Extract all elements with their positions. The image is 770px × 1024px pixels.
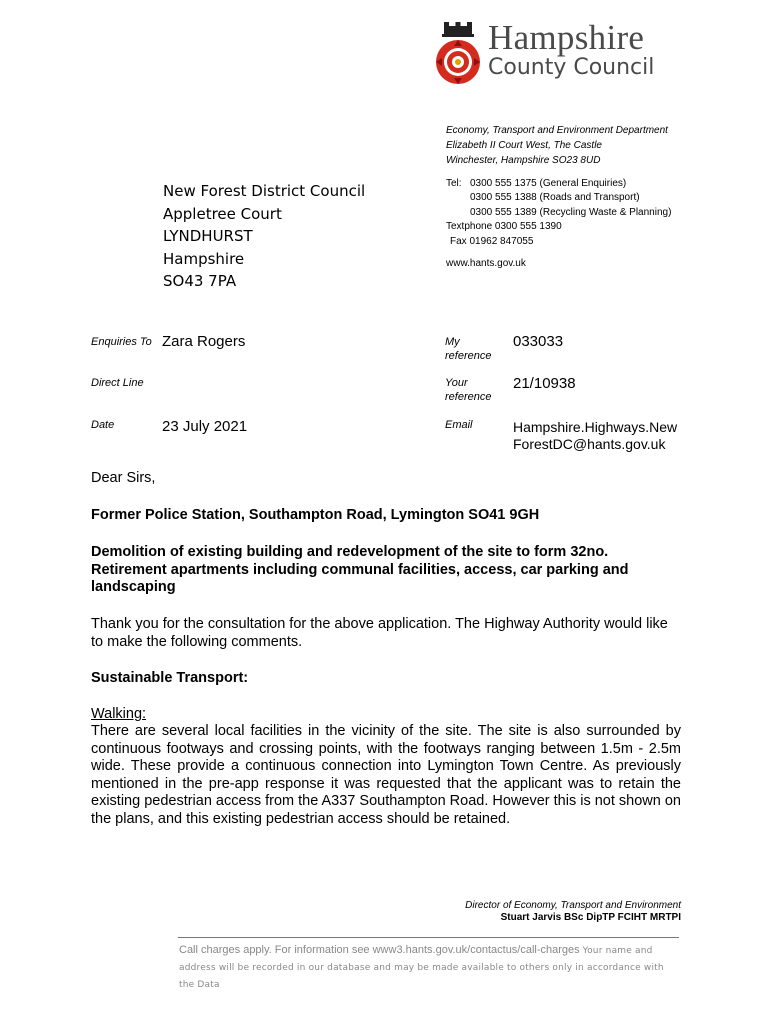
department-name: Economy, Transport and Environment Department: [446, 125, 668, 136]
logo-text-hampshire: Hampshire: [488, 18, 645, 57]
my-reference-value: 033033: [513, 333, 564, 350]
hampshire-rose-crest-icon: [434, 22, 482, 86]
salutation: Dear Sirs,: [91, 470, 156, 486]
tel-roads: 0300 555 1388 (Roads and Transport): [470, 192, 640, 203]
proposal-heading: Demolition of existing building and redevelopment of the site to form 32no. Retirement apartments including communal facilities, access, car parking and landscaping: [91, 544, 629, 596]
footer-divider: [178, 937, 679, 938]
tel-general: 0300 555 1375 (General Enquiries): [470, 178, 627, 189]
footer-note: [179, 942, 679, 993]
department-address-1: Elizabeth II Court West, The Castle: [446, 140, 602, 151]
recipient-address: [163, 180, 365, 293]
signature-title: Director of Economy, Transport and Environment: [465, 900, 681, 911]
email-label: Email: [445, 419, 473, 431]
recipient-line: SO43 7PA: [163, 272, 237, 290]
recipient-line: Appletree Court: [163, 204, 282, 223]
email-value[interactable]: Hampshire.Highways.New ForestDC@hants.gov.uk: [513, 419, 678, 452]
your-reference-value: 21/10938: [513, 375, 576, 392]
section-heading: Sustainable Transport:: [91, 670, 249, 686]
fax: Fax 01962 847055: [450, 236, 534, 247]
recipient-line: Hampshire: [163, 249, 245, 268]
textphone: Textphone 0300 555 1390: [446, 221, 562, 232]
my-reference-label: My reference: [445, 336, 492, 362]
date-value: 23 July 2021: [162, 418, 248, 435]
website-link[interactable]: www.hants.gov.uk: [446, 258, 526, 269]
logo-text-county-council: County Council: [488, 55, 655, 80]
recipient-line: New Forest District Council: [163, 182, 366, 200]
date-label: Date: [91, 419, 115, 431]
tel-label: Tel:: [446, 178, 462, 189]
footer-call-charges: Call charges apply. For information see www3.hants.gov.uk/contactus/call-charges: [179, 944, 580, 956]
department-address-2: Winchester, Hampshire SO23 8UD: [446, 155, 601, 166]
walking-paragraph: There are several local facilities in the vicinity of the site. The site is also surrounded by continuous footways and crossing points, with the footways ranging between 1.5m - 2.5m wide. These provide a continuous connection into Lymington Town Centre. As previously mentioned in the pre-app response it was requested that the applicant was to retain the existing pedestrian access from the A337 Southampton Road. However this is not shown on the plans, and this existing pedestrian access should be retained.: [91, 723, 681, 827]
subject-heading: Former Police Station, Southampton Road, Lymington SO41 9GH: [91, 507, 540, 523]
tel-recycling: 0300 555 1389 (Recycling Waste & Planning): [470, 207, 672, 218]
signature-name: Stuart Jarvis BSc DipTP FCIHT MRTPI: [500, 912, 681, 923]
walking-subheading: Walking:: [91, 706, 147, 722]
intro-paragraph: Thank you for the consultation for the above application. The Highway Authority would like to make the following comments.: [91, 616, 668, 650]
enquiries-value: Zara Rogers: [162, 333, 246, 350]
recipient-line: LYNDHURST: [163, 227, 253, 245]
enquiries-label: Enquiries To: [91, 336, 152, 348]
footer-data-notice: Your name and address will be recorded in our database and may be made available to others only in accordance with the Data: [179, 946, 664, 990]
direct-line-label: Direct Line: [91, 377, 144, 389]
your-reference-label: Your reference: [445, 377, 492, 403]
